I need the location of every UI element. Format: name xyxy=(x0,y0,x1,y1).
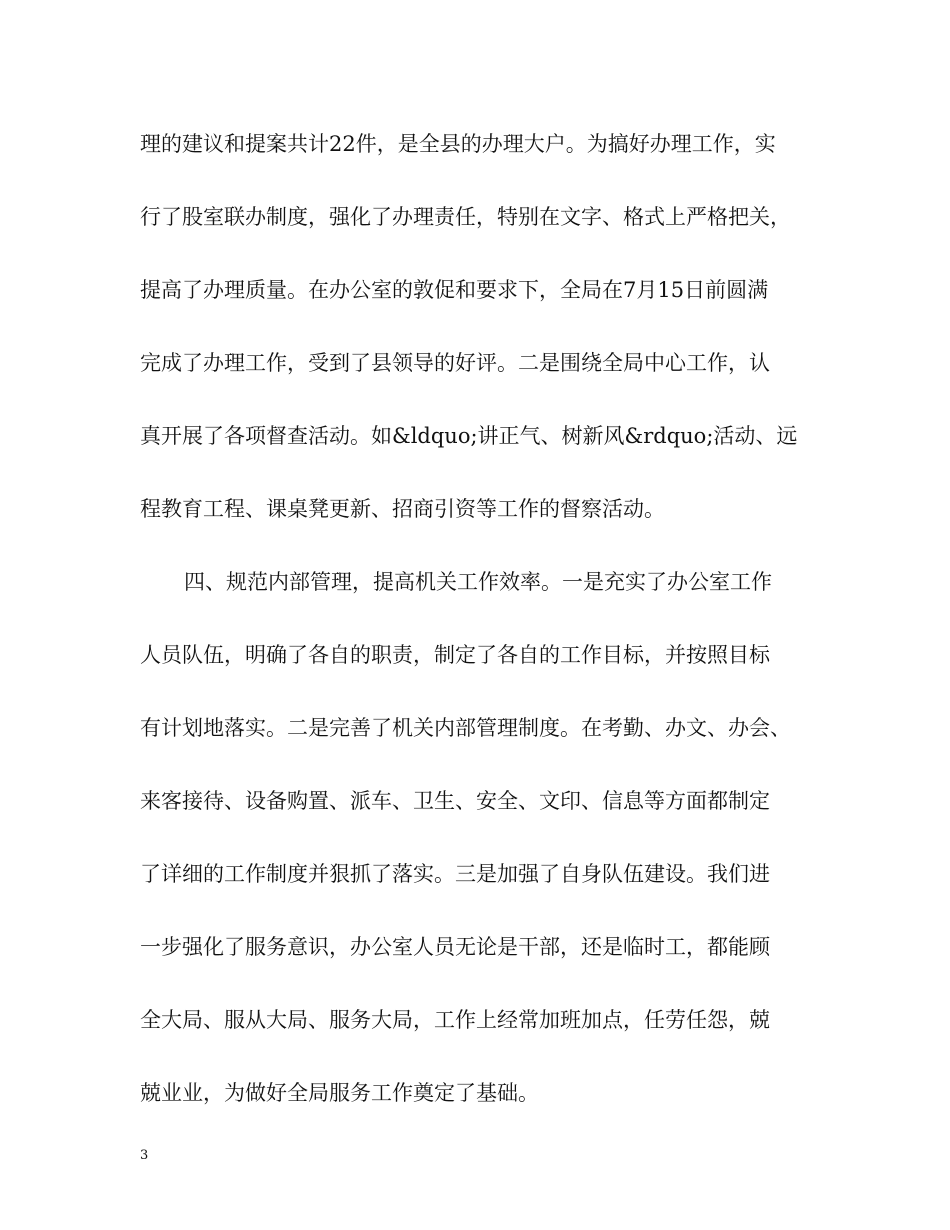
text-line: 程教育工程、课桌凳更新、招商引资等工作的督察活动。 xyxy=(140,497,665,521)
paragraph-start-line: 四、规范内部管理，提高机关工作效率。一是充实了办公室工作 xyxy=(184,570,772,594)
text-line: 理的建议和提案共计22件，是全县的办理大户。为搞好办理工作，实 xyxy=(140,132,776,156)
text-line: 完成了办理工作，受到了县领导的好评。二是围绕全局中心工作，认 xyxy=(140,351,770,375)
text-line: 兢业业，为做好全局服务工作奠定了基础。 xyxy=(140,1081,539,1105)
text-line: 真开展了各项督查活动。如&ldquo;讲正气、树新风&rdquo;活动、远 xyxy=(140,424,798,448)
text-line: 了详细的工作制度并狠抓了落实。三是加强了自身队伍建设。我们进 xyxy=(140,862,770,886)
text-line: 提高了办理质量。在办公室的敦促和要求下，全局在7月15日前圆满 xyxy=(140,278,769,302)
text-line: 有计划地落实。二是完善了机关内部管理制度。在考勤、办文、办会、 xyxy=(140,716,791,740)
body-text xyxy=(140,118,800,1140)
text-line: 人员队伍，明确了各自的职责，制定了各自的工作目标，并按照目标 xyxy=(140,643,770,667)
text-line: 来客接待、设备购置、派车、卫生、安全、文印、信息等方面都制定 xyxy=(140,789,770,813)
text-line: 一步强化了服务意识，办公室人员无论是干部，还是临时工，都能顾 xyxy=(140,935,770,959)
text-line: 全大局、服从大局、服务大局，工作上经常加班加点，任劳任怨，兢 xyxy=(140,1008,770,1032)
page-number: 3 xyxy=(140,1148,149,1163)
text-line: 行了股室联办制度，强化了办理责任，特别在文字、格式上严格把关， xyxy=(140,205,791,229)
